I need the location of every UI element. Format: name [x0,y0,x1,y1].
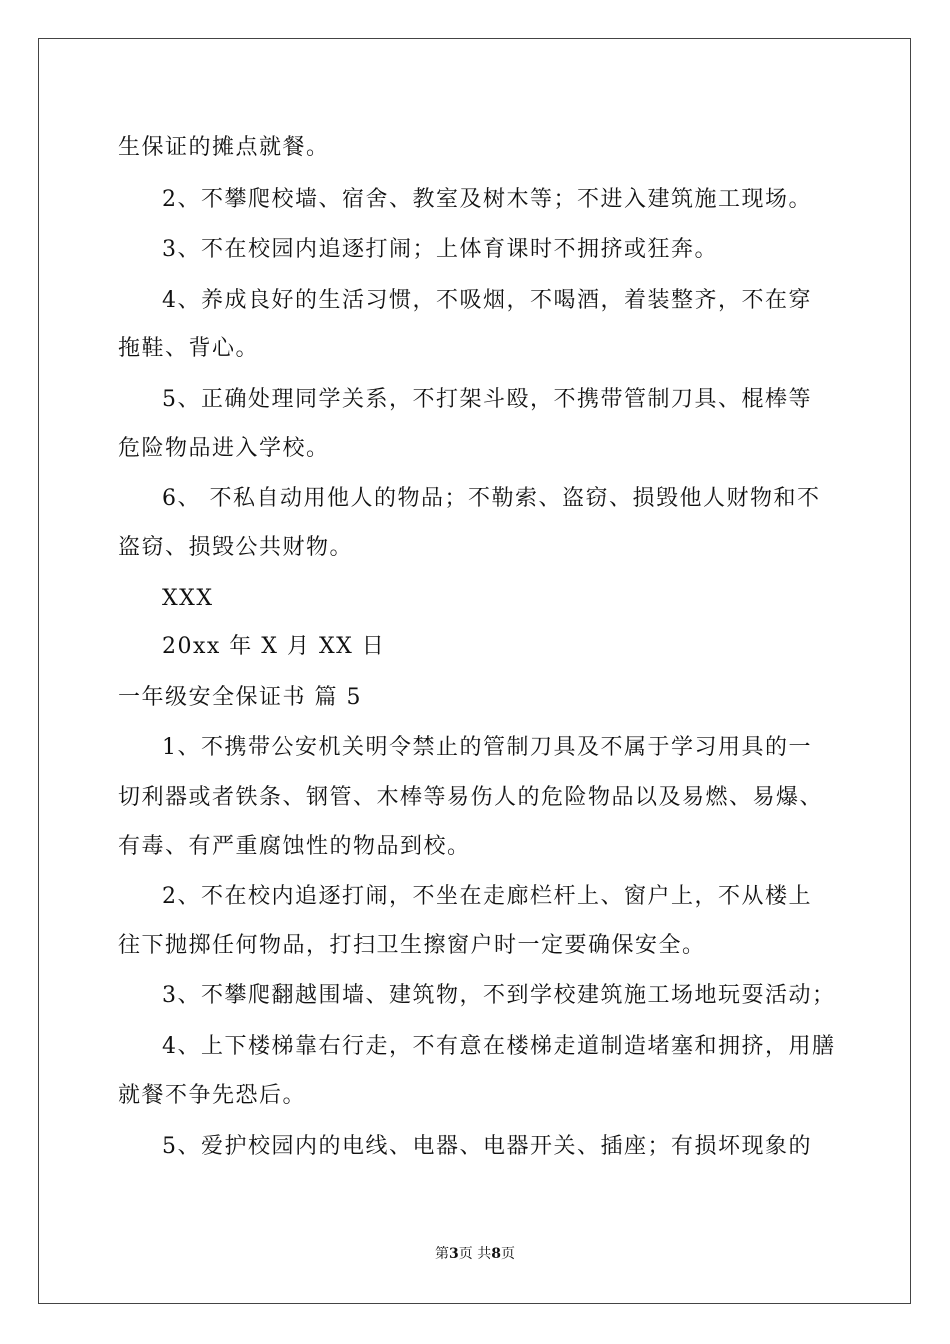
paragraph-line: 2、不攀爬校墙、宿舍、教室及树木等；不进入建筑施工现场。 [162,187,812,212]
paragraph-line: 4、上下楼梯靠右行走，不有意在楼梯走道制造堵塞和拥挤，用膳 [162,1034,836,1059]
page-border [38,38,911,1304]
paragraph-line: 往下抛掷任何物品，打扫卫生擦窗户时一定要确保安全。 [118,933,706,958]
paragraph-line: 5、正确处理同学关系，不打架斗殴，不携带管制刀具、棍棒等 [162,387,812,412]
paragraph-line: 3、不攀爬翻越围墙、建筑物，不到学校建筑施工场地玩耍活动； [162,983,836,1008]
footer-mid: 页 共 [458,1246,492,1262]
paragraph-line: 拖鞋、背心。 [118,336,260,361]
paragraph-line: 危险物品进入学校。 [118,436,330,461]
paragraph-line: 盗窃、损毁公共财物。 [118,535,354,560]
footer-suffix: 页 [500,1246,515,1262]
paragraph-line: 1、不携带公安机关明令禁止的管制刀具及不属于学习用具的一 [162,735,812,760]
paragraph-line: 2、不在校内追逐打闹，不坐在走廊栏杆上、窗户上，不从楼上 [162,884,812,909]
paragraph-line: 6、 不私自动用他人的物品；不勒索、盗窃、损毁他人财物和不 [162,486,821,511]
signature-date: 20xx 年 X 月 XX 日 [162,634,386,659]
paragraph-line: 5、爱护校园内的电线、电器、电器开关、插座；有损坏现象的 [162,1134,812,1159]
paragraph-line: 有毒、有严重腐蚀性的物品到校。 [118,834,471,859]
footer-total-pages: 8 [491,1246,501,1262]
paragraph-line: 4、养成良好的生活习惯，不吸烟，不喝酒，着装整齐，不在穿 [162,288,812,313]
section-heading: 一年级安全保证书 篇 5 [118,685,362,710]
page-footer [0,1244,950,1264]
paragraph-line: 就餐不争先恐后。 [118,1083,307,1108]
paragraph-line: 切利器或者铁条、钢管、木棒等易伤人的危险物品以及易燃、易爆、 [118,785,824,810]
paragraph-line: 生保证的摊点就餐。 [118,135,330,160]
signature-name: XXX [162,586,214,611]
footer-current-page: 3 [449,1246,459,1262]
footer-prefix: 第 [435,1246,450,1262]
paragraph-line: 3、不在校园内追逐打闹；上体育课时不拥挤或狂奔。 [162,237,718,262]
